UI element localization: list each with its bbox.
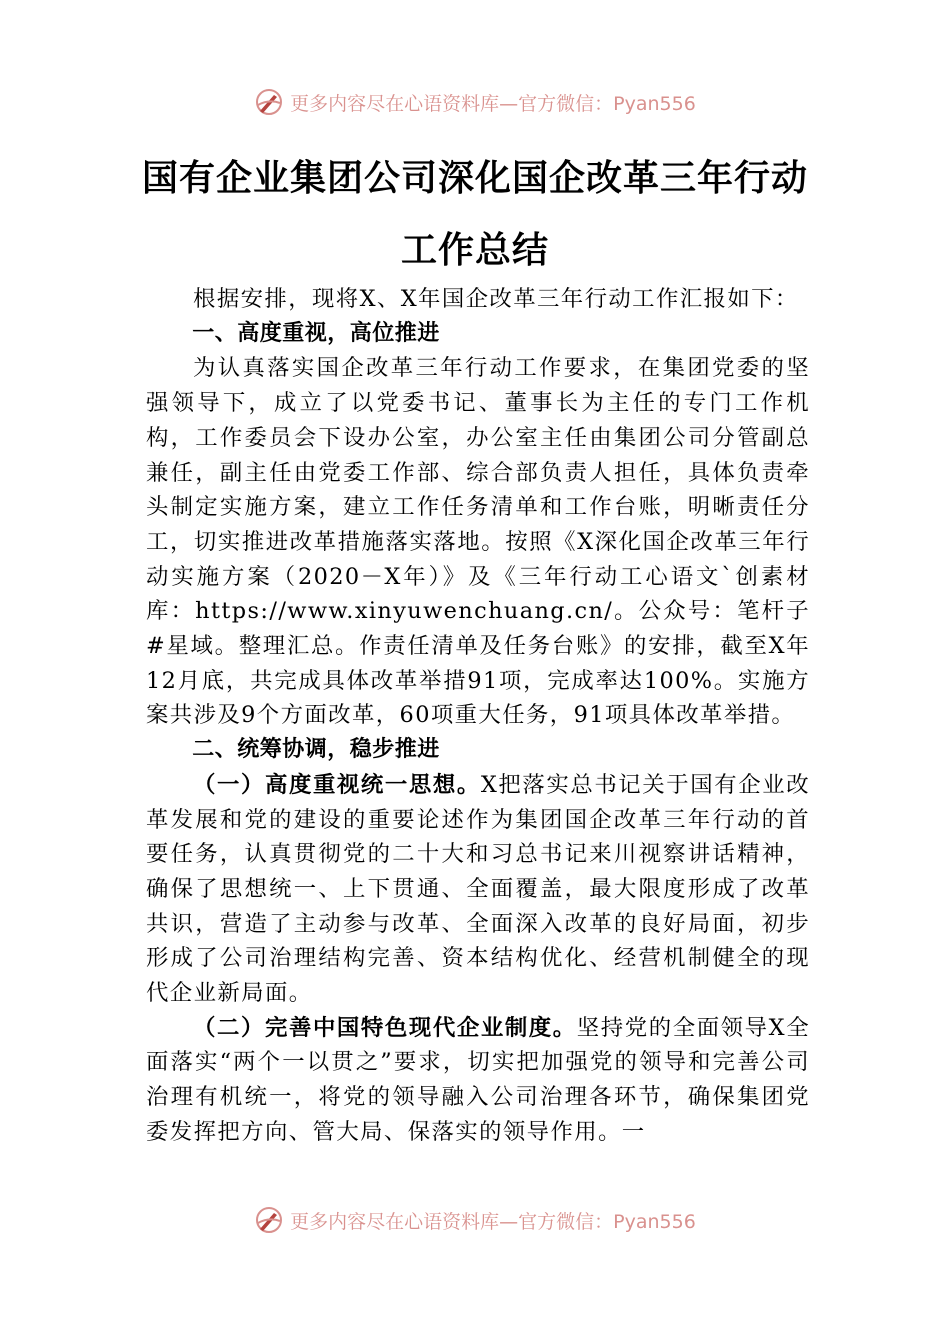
banner-text: 更多内容尽在心语资料库—官方微信：Pyan556 <box>290 92 696 115</box>
item-2-text: 坚持党的全面领导X全面落实“两个一以贯之”要求，切实把加强党的领导和完善公司治理有机统一，将党的领导融入公司治理各环节，确保集团党委发挥把方向、管大局、保落实的领导作用。一 <box>146 1014 810 1145</box>
document-title-line1: 国有企业集团公司深化国企改革三年行动 <box>141 157 808 199</box>
banner-text: 更多内容尽在心语资料库—官方微信：Pyan556 <box>290 1210 696 1233</box>
document-title-line2: 工作总结 <box>400 229 549 271</box>
header-banner <box>0 82 950 122</box>
item-2-lead: （二）完善中国特色现代企业制度。 <box>193 1014 577 1041</box>
section1-paragraph: 为认真落实国企改革三年行动工作要求，在集团党委的坚强领导下，成立了以党委书记、董事长为主任的专门工作机构，工作委员会下设办公室，办公室主任由集团公司分管副总兼任，副主任由党委工作部、综合部负责人担任，具体负责牵头制定实施方案，建立工作任务清单和工作台账，明晰责任分工，切实推进改革措施落实落地。按照《X深化国企改革三年行动实施方案（2020－X年）》及《三年行动工心语文`创素材库：https://www.xinyuwenchuang.cn/。公众号：笔杆子#星域。整理汇总。作责任清单及任务台账》的安排，截至X年12月底，共完成具体改革举措91项，完成率达100%。实施方案共涉及9个方面改革，60项重大任务，91项具体改革举措。 <box>146 355 810 729</box>
item-1-lead: （一）高度重视统一思想。 <box>193 771 481 798</box>
section1-heading: 一、高度重视，高位推进 <box>192 320 440 346</box>
section2-heading: 二、统筹协调，稳步推进 <box>192 737 440 763</box>
pen-circle-logo-icon <box>254 1205 284 1235</box>
footer-banner <box>0 1200 950 1240</box>
pen-circle-logo-icon <box>254 87 284 117</box>
section2-item-1 <box>146 768 810 1011</box>
item-1-text: X把落实总书记关于国有企业改革发展和党的建设的重要论述作为集团国企改革三年行动的首要任务，认真贯彻党的二十大和习总书记来川视察讲话精神，确保了思想统一、上下贯通、全面覆盖，最大限度形成了改革共识，营造了主动参与改革、全面深入改革的良好局面，初步形成了公司治理结构完善、资本结构优化、经营机制健全的现代企业新局面。 <box>146 771 810 1007</box>
section2-item-2 <box>146 1011 810 1150</box>
intro-paragraph: 根据安排，现将X、X年国企改革三年行动工作汇报如下： <box>193 286 799 312</box>
document-body <box>146 282 810 1150</box>
